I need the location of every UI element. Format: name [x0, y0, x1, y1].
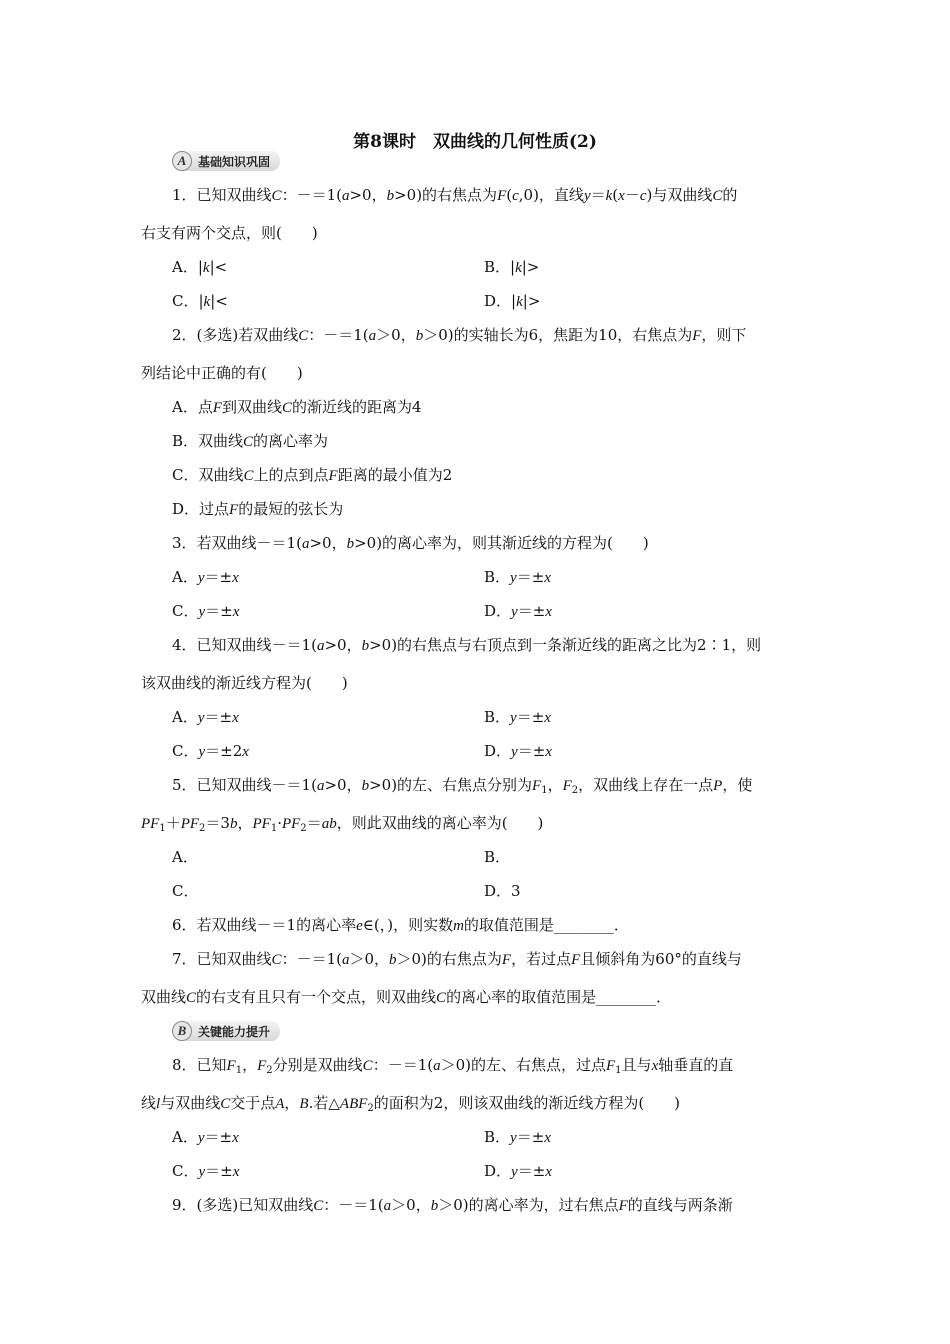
question-4-option-a[interactable]: A．y＝±x: [172, 708, 239, 726]
page-title: 第8课时 双曲线的几何性质(2): [353, 132, 597, 152]
question-4-option-d[interactable]: D．y＝±x: [484, 742, 552, 760]
question-2-option-b[interactable]: B．双曲线C的离心率为: [172, 432, 329, 450]
question-5-line-1: 5．已知双曲线－＝1(a>0，b>0)的左、右焦点分别为$F_1$，$F_2$，双曲线上存在一点P，使: [172, 776, 753, 796]
question-2-option-c[interactable]: C．双曲线C上的点到点F距离的最小值为2: [172, 466, 453, 484]
question-4-line-2: 该双曲线的渐近线方程为( ): [141, 674, 348, 692]
question-1-option-a[interactable]: A．|k|<: [172, 258, 228, 276]
question-1-option-b[interactable]: B．|k|>: [484, 258, 540, 276]
question-1-option-d[interactable]: D．|k|>: [484, 292, 541, 310]
question-7-line-1: 7．已知双曲线C：－＝1(a＞0，b＞0)的右焦点为F，若过点F且倾斜角为60°的直线与: [172, 950, 742, 968]
question-4-option-b[interactable]: B．y＝±x: [484, 708, 551, 726]
question-8-option-b[interactable]: B．y＝±x: [484, 1128, 551, 1146]
question-3-option-c[interactable]: C．y＝±x: [172, 602, 240, 620]
question-8-line-1: 8．已知$F_1$，$F_2$分别是双曲线C：－＝1(a＞0)的左、右焦点，过点$F_1$且与x轴垂直的直: [172, 1056, 734, 1076]
section-b-icon: B: [172, 1021, 192, 1041]
question-6: 6．若双曲线－＝1的离心率e∈(，)，则实数m的取值范围是________．: [172, 916, 629, 934]
question-8-line-2: 线l与双曲线C交于点A，B.若$\triangle ABF_2$的面积为2，则该双曲线的渐近线方程为( ): [141, 1094, 681, 1114]
question-8-option-d[interactable]: D．y＝±x: [484, 1162, 552, 1180]
question-2-option-a[interactable]: A．点F到双曲线C的渐近线的距离为4: [172, 398, 422, 416]
question-7-line-2: 双曲线C的右支有且只有一个交点，则双曲线C的离心率的取值范围是________．: [141, 988, 672, 1006]
question-2-line-2: 列结论中正确的有( ): [141, 364, 303, 382]
section-b-label: 关键能力提升: [186, 1021, 280, 1041]
question-4-option-c[interactable]: C．y＝±2x: [172, 742, 249, 760]
section-badge-basic: [172, 151, 280, 171]
question-5-option-b[interactable]: B．: [484, 848, 511, 866]
section-a-icon: A: [172, 151, 192, 171]
section-a-label: 基础知识巩固: [186, 151, 280, 171]
question-8-option-a[interactable]: A．y＝±x: [172, 1128, 239, 1146]
section-badge-advanced: [172, 1021, 280, 1041]
question-1-line-2: 右支有两个交点，则( ): [141, 224, 318, 242]
question-5-option-c[interactable]: C．: [172, 882, 199, 900]
question-1-line-1: 1．已知双曲线C：－＝1(a>0，b>0)的右焦点为F(c,0)，直线y＝k(x－c)与双曲线C的: [172, 186, 738, 204]
question-5-option-d[interactable]: D．3: [484, 882, 521, 900]
question-5-option-a[interactable]: A．: [172, 848, 198, 866]
question-4-line-1: 4．已知双曲线－＝1(a>0，b>0)的右焦点与右顶点到一条渐近线的距离之比为2∶1，则: [172, 636, 762, 654]
question-2-option-d[interactable]: D．过点F的最短的弦长为: [172, 500, 344, 518]
question-1-option-c[interactable]: C．|k|<: [172, 292, 228, 310]
question-9-line-1: 9．(多选)已知双曲线C：－＝1(a＞0，b＞0)的离心率为，过右焦点F的直线与两条渐: [172, 1196, 733, 1214]
question-8-option-c[interactable]: C．y＝±x: [172, 1162, 240, 1180]
question-3-line-1: 3．若双曲线－＝1(a>0，b>0)的离心率为，则其渐近线的方程为( ): [172, 534, 649, 552]
question-3-option-a[interactable]: A．y＝±x: [172, 568, 239, 586]
question-2-line-1: 2．(多选)若双曲线C：－＝1(a＞0，b＞0)的实轴长为6，焦距为10，右焦点为F，则下: [172, 326, 747, 344]
question-3-option-d[interactable]: D．y＝±x: [484, 602, 552, 620]
question-5-line-2: $PF_1+PF_2=3b$，$PF_1\cdot PF_2=ab$，则此双曲线的离心率为( ): [141, 814, 544, 834]
question-3-option-b[interactable]: B．y＝±x: [484, 568, 551, 586]
